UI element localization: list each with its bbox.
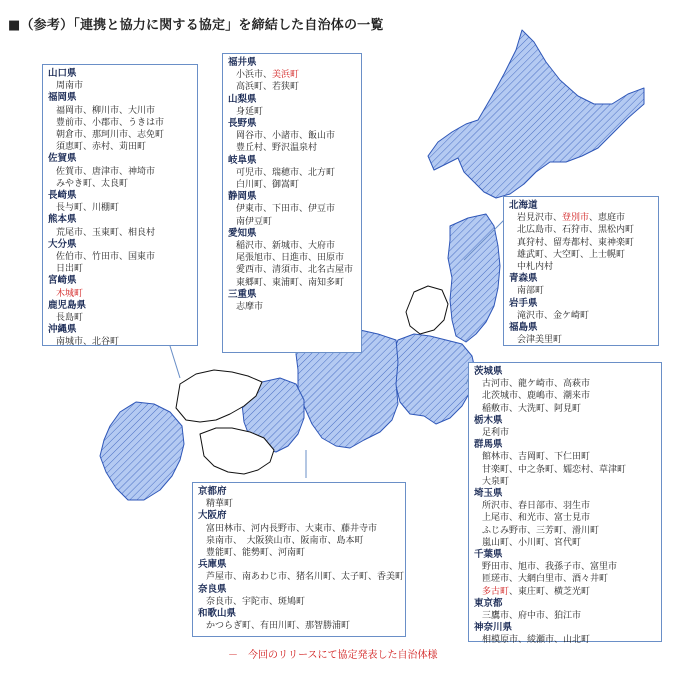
municipality-line — [228, 130, 356, 142]
municipality-line — [228, 277, 356, 289]
page-title: ■（参考）「連携と協力に関する協定」を締結した自治体の一覧 — [8, 18, 384, 33]
municipality-text: 周南市 — [56, 81, 84, 92]
municipality-text: みやき町、太良町 — [56, 178, 129, 189]
municipality-text: 大泉町 — [482, 476, 510, 487]
prefecture-name: 宮崎県 — [48, 275, 77, 287]
municipality-line — [228, 179, 356, 191]
municipality-line — [198, 620, 400, 632]
municipality-line — [48, 178, 192, 190]
kyushu-region-box — [42, 64, 198, 346]
municipality-text: 北広島市、石狩市、黒松内町 — [517, 225, 635, 236]
municipality-text: 東郷町、東浦町、南知多町 — [236, 277, 345, 288]
municipality-text: 長与町、川棚町 — [56, 203, 120, 214]
municipality-line — [474, 525, 656, 537]
municipality-line — [48, 117, 192, 129]
prefecture-name: 福岡県 — [48, 92, 77, 104]
prefecture-name: 三重県 — [228, 288, 257, 300]
municipality-text: 豊丘村、野沢温泉村 — [236, 143, 318, 154]
municipality-text: ふじみ野市、三芳町、滑川町 — [482, 525, 600, 536]
highlighted-municipality: 登別市 — [562, 213, 590, 224]
municipality-line — [474, 476, 656, 488]
municipality-line — [474, 610, 656, 622]
municipality-text: 富田林市、河内長野市、大東市、藤井寺市 — [206, 523, 378, 534]
prefecture-name: 群馬県 — [474, 439, 503, 451]
highlighted-municipality: 美浜町 — [272, 70, 300, 81]
legend-note: － 今回のリリースにて協定発表した自治体様 — [228, 650, 438, 661]
prefecture-name: 山梨県 — [228, 93, 257, 105]
municipality-line — [474, 537, 656, 549]
municipality-text: 所沢市、春日部市、羽生市 — [482, 501, 591, 512]
municipality-text: 佐伯市、竹田市、国東市 — [56, 252, 156, 263]
municipality-text: かつらぎ町、有田川町、那智勝浦町 — [206, 621, 351, 632]
municipality-line — [228, 216, 356, 228]
municipality-text: 雄武町、大空町、上士幌町 — [517, 249, 626, 260]
municipality-line — [474, 500, 656, 512]
prefecture-name: 福井県 — [228, 57, 257, 68]
municipality-text: 真狩村、留寿都村、東神楽町 — [517, 237, 635, 248]
municipality-text: 北茨城市、鹿嶋市、潮来市 — [482, 391, 591, 402]
municipality-line — [474, 634, 656, 646]
municipality-text: 可児市、瑞穂市、北方町 — [236, 167, 336, 178]
municipality-text: 精華町 — [206, 499, 234, 510]
municipality-text: 岡谷市、小諸市、飯山市 — [236, 131, 336, 142]
municipality-text: 会津美里町 — [517, 335, 563, 346]
municipality-line — [228, 240, 356, 252]
prefecture-name: 熊本県 — [48, 214, 77, 226]
municipality-line — [48, 80, 192, 92]
municipality-text: 上尾市、和光市、富士見市 — [482, 513, 591, 524]
municipality-text: 稲敷市、大洗町、阿見町 — [482, 403, 582, 414]
municipality-line — [48, 227, 192, 239]
municipality-line — [228, 301, 356, 313]
prefecture-name: 東京都 — [474, 597, 503, 609]
tohoku-shape — [448, 214, 500, 342]
municipality-text: 伊東市、下田市、伊豆市 — [236, 204, 336, 215]
municipality-text: 荒尾市、玉東町、相良村 — [56, 227, 156, 238]
municipality-text: 館林市、吉岡町、下仁田町 — [482, 452, 591, 463]
municipality-line — [509, 224, 653, 236]
municipality-line — [474, 390, 656, 402]
chubu-region-box — [222, 53, 362, 353]
prefecture-name: 神奈川県 — [474, 622, 513, 634]
municipality-line — [48, 129, 192, 141]
municipality-text: 甘楽町、中之条町、嬬恋村、草津町 — [482, 464, 627, 475]
municipality-line — [48, 336, 192, 348]
municipality-line — [228, 69, 356, 81]
municipality-text: 、恵庭市 — [589, 213, 626, 224]
municipality-text: 尾張旭市、日進市、田原市 — [236, 253, 345, 264]
municipality-line — [474, 561, 656, 573]
prefecture-name: 京都府 — [198, 486, 227, 497]
municipality-text: 福岡市、柳川市、大川市 — [56, 105, 156, 116]
municipality-text: 泉南市、 大阪狭山市、阪南市、島本町 — [206, 535, 364, 546]
prefecture-name: 山口県 — [48, 68, 77, 79]
municipality-line — [198, 571, 405, 583]
municipality-line — [228, 252, 356, 264]
municipality-line — [48, 288, 192, 300]
highlighted-municipality: 多古町 — [482, 586, 510, 597]
municipality-line — [48, 105, 192, 117]
hokkaido-shape — [428, 30, 644, 198]
highlighted-municipality: 木城町 — [56, 288, 84, 299]
prefecture-name: 兵庫県 — [198, 559, 227, 571]
niigata-shape — [406, 286, 448, 334]
municipality-text: 南城市、北谷町 — [56, 337, 120, 348]
municipality-text: 身延町 — [236, 106, 264, 117]
prefecture-name: 愛知県 — [228, 227, 257, 239]
prefecture-name: 埼玉県 — [474, 488, 503, 500]
municipality-line — [474, 586, 656, 598]
municipality-line — [474, 378, 656, 390]
prefecture-name: 茨城県 — [474, 366, 503, 377]
prefecture-name: 岐阜県 — [228, 154, 257, 166]
prefecture-name: 長崎県 — [48, 190, 77, 202]
municipality-line — [474, 512, 656, 524]
prefecture-name: 青森県 — [509, 273, 538, 285]
municipality-text: 野田市、旭市、我孫子市、富里市 — [482, 562, 618, 573]
municipality-text: 朝倉市、那珂川市、志免町 — [56, 130, 165, 141]
kanto-shape — [392, 334, 476, 424]
municipality-line — [228, 203, 356, 215]
municipality-text: 南伊豆町 — [236, 216, 273, 227]
prefecture-name: 岩手県 — [509, 297, 538, 309]
municipality-text: 岩見沢市、 — [517, 213, 563, 224]
prefecture-name: 大分県 — [48, 238, 77, 250]
municipality-line — [48, 312, 192, 324]
municipality-text: 匝瑳市、大網白里市、酒々井町 — [482, 574, 609, 585]
prefecture-name: 和歌山県 — [198, 608, 237, 620]
prefecture-name: 福島県 — [509, 322, 538, 334]
municipality-line — [48, 251, 192, 263]
hokkaido-tohoku-region-box — [503, 196, 659, 346]
municipality-line — [228, 81, 356, 93]
municipality-line — [509, 310, 653, 322]
municipality-line — [48, 263, 192, 275]
municipality-line — [48, 166, 192, 178]
municipality-line — [198, 547, 400, 559]
municipality-line — [198, 596, 400, 608]
prefecture-name: 鹿児島県 — [48, 299, 87, 311]
municipality-line — [198, 498, 400, 510]
municipality-text: 滝沢市、金ケ崎町 — [517, 310, 590, 321]
municipality-text: 嵐山町、小川町、宮代町 — [482, 537, 582, 548]
municipality-line — [474, 451, 656, 463]
municipality-text: 足利市 — [482, 428, 510, 439]
municipality-text: 高浜町、若狭町 — [236, 82, 300, 93]
municipality-text: 豊能町、能勢町、河南町 — [206, 548, 306, 559]
municipality-text: 中札内村 — [517, 262, 554, 273]
prefecture-name: 奈良県 — [198, 583, 227, 595]
municipality-line — [228, 167, 356, 179]
municipality-line — [509, 212, 653, 224]
municipality-text: 奈良市、宇陀市、斑鳩町 — [206, 596, 306, 607]
municipality-line — [509, 285, 653, 297]
municipality-line — [474, 403, 656, 415]
municipality-line — [509, 249, 653, 261]
kinki-region-box — [192, 482, 406, 637]
municipality-line — [474, 573, 656, 585]
municipality-text: 稲沢市、新城市、大府市 — [236, 241, 336, 252]
prefecture-name: 沖縄県 — [48, 324, 77, 336]
prefecture-name: 千葉県 — [474, 549, 503, 561]
municipality-line — [48, 141, 192, 153]
municipality-text: 白川町、御嵩町 — [236, 180, 300, 191]
kanto-region-box — [468, 362, 662, 646]
municipality-text: 愛西市、清須市、北名古屋市 — [236, 265, 354, 276]
municipality-line — [474, 427, 656, 439]
prefecture-name: 北海道 — [509, 200, 538, 211]
municipality-text: 豊前市、小郡市、うきは市 — [56, 117, 165, 128]
municipality-line — [48, 202, 192, 214]
municipality-line — [228, 106, 356, 118]
kyushu-shape — [100, 402, 184, 500]
municipality-line — [228, 142, 356, 154]
municipality-text: 三鷹市、府中市、狛江市 — [482, 611, 582, 622]
municipality-text: 古河市、龍ケ崎市、高萩市 — [482, 379, 591, 390]
municipality-text: 小浜市、 — [236, 70, 273, 81]
municipality-text: 相模原市、綾瀬市、山北町 — [482, 635, 591, 646]
municipality-line — [474, 464, 656, 476]
municipality-text: 芦屋市、南あわじ市、猪名川町、太子町、香美町 — [206, 572, 405, 583]
prefecture-name: 大阪府 — [198, 510, 227, 522]
prefecture-name: 静岡県 — [228, 191, 257, 203]
municipality-text: 日出町 — [56, 264, 84, 275]
municipality-line — [509, 261, 653, 273]
municipality-line — [228, 264, 356, 276]
municipality-text: 南部町 — [517, 286, 545, 297]
municipality-text: 志摩市 — [236, 302, 264, 313]
municipality-line — [509, 237, 653, 249]
municipality-text: 佐賀市、唐津市、神埼市 — [56, 166, 156, 177]
municipality-line — [509, 334, 653, 346]
prefecture-name: 佐賀県 — [48, 153, 77, 165]
municipality-line — [198, 535, 400, 547]
municipality-text: 長島町 — [56, 313, 84, 324]
municipality-line — [198, 523, 400, 535]
prefecture-name: 栃木県 — [474, 414, 503, 426]
municipality-text: 、東庄町、横芝光町 — [509, 586, 591, 597]
municipality-text: 須恵町、赤村、苅田町 — [56, 142, 147, 153]
prefecture-name: 長野県 — [228, 118, 257, 130]
